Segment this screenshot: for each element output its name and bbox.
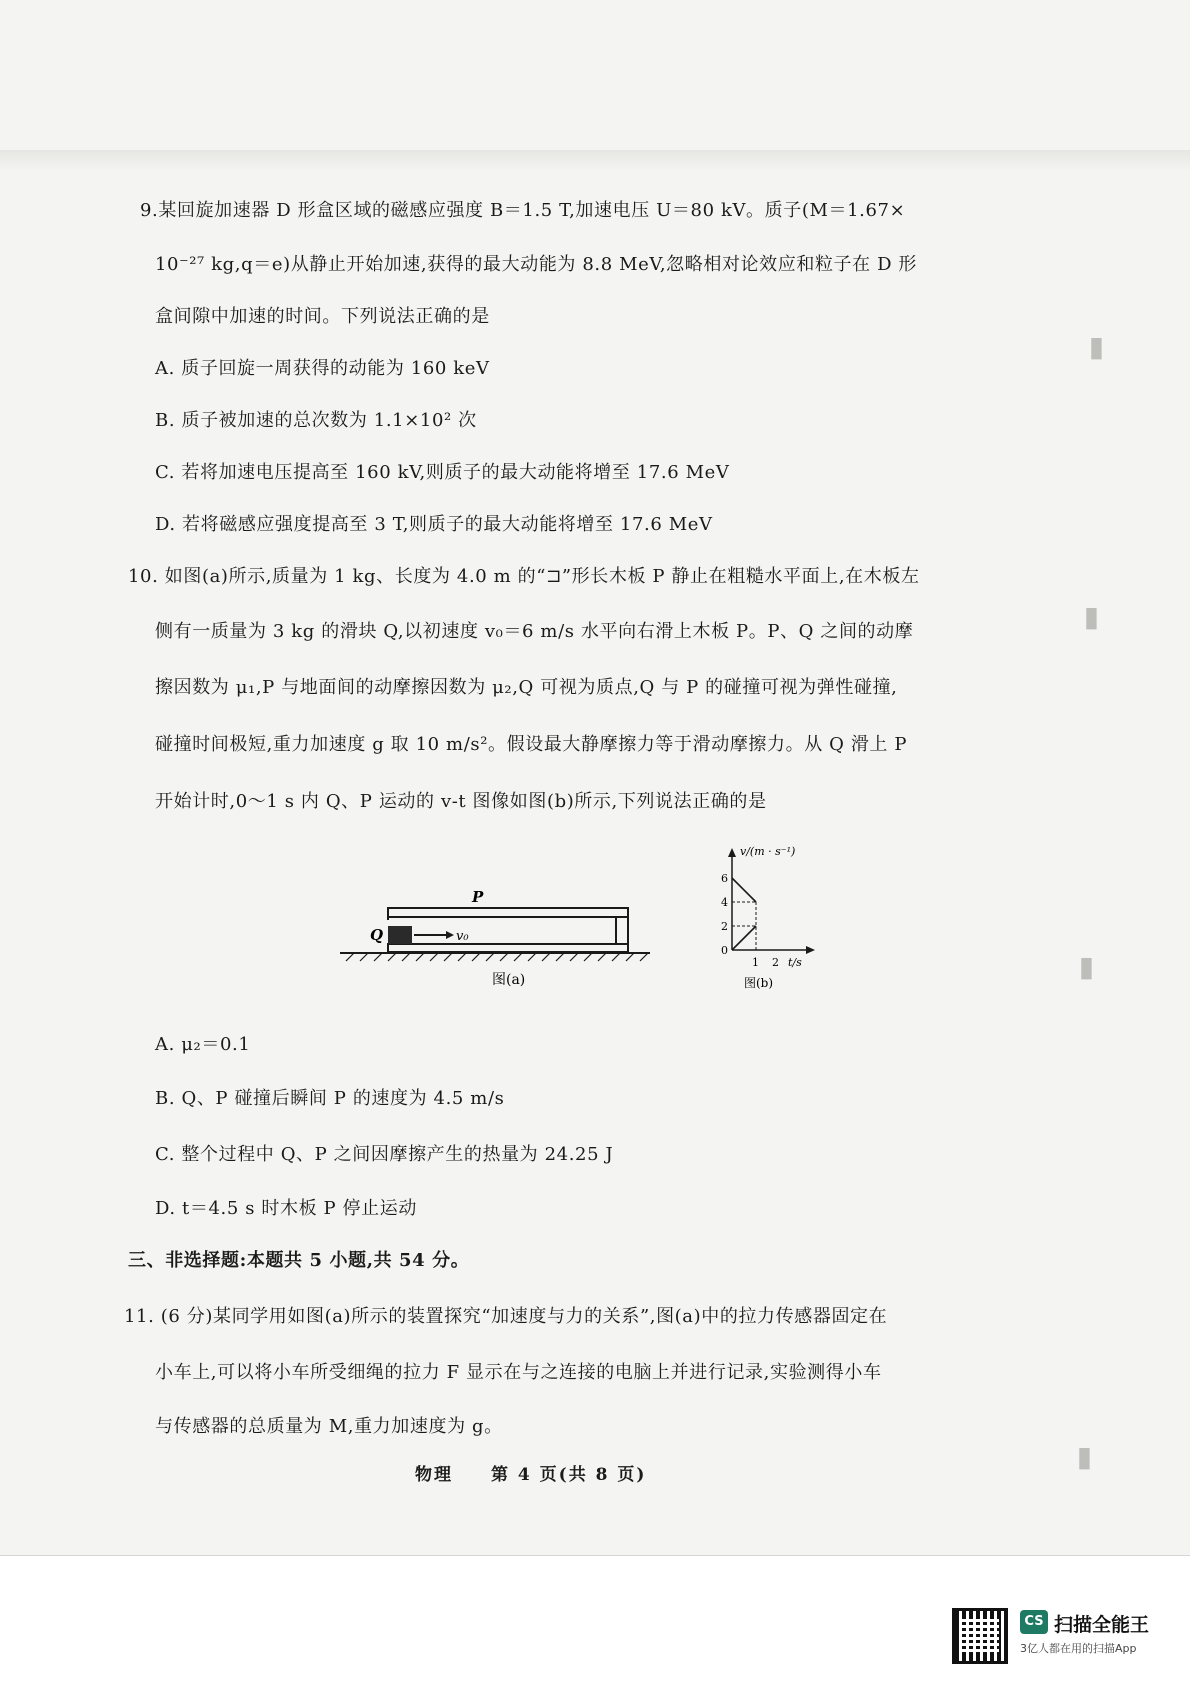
y-tick-6: 6 [721,872,728,885]
bleed-mark: ▮ [1080,330,1113,363]
q9-line-2: 10⁻²⁷ kg,q＝e)从静止开始加速,获得的最大动能为 8.8 MeV,忽略相对论效应和粒子在 D 形 [155,254,918,275]
scanner-app-tagline: 3亿人都在用的扫描App [1020,1642,1137,1655]
scanner-app-name: 扫描全能王 [1054,1614,1150,1636]
page-footer: 物理 第 4 页(共 8 页) [415,1465,647,1485]
y-tick-2: 2 [721,920,728,933]
scanner-watermark-area [0,1556,1190,1684]
figure-b [708,845,828,995]
x-tick-1: 1 [752,956,759,969]
block-q [388,926,412,944]
scan-shadow [0,150,1190,172]
q9-line-1: 9.某回旋加速器 D 形盒区域的磁感应强度 B＝1.5 T,加速电压 U＝80 kV。质子(M＝1.67× [140,200,906,221]
label-q: Q [370,926,384,944]
label-v0: v₀ [456,929,469,944]
bleed-mark: ▮ [1075,600,1108,633]
q9-option-a: A. 质子回旋一周获得的动能为 160 keV [155,358,490,379]
label-p: P [472,888,484,906]
q10-line-2: 侧有一质量为 3 kg 的滑块 Q,以初速度 v₀＝6 m/s 水平向右滑上木板 P。P、Q 之间的动摩 [155,621,914,642]
caption-figure-b: 图(b) [744,976,774,990]
q9-line-3: 盒间隙中加速的时间。下列说法正确的是 [155,306,490,327]
series-p-line [732,926,756,950]
y-axis-label: v/(m · s⁻¹) [740,845,796,858]
ground-hatching [346,953,648,961]
q9-option-d: D. 若将磁感应强度提高至 3 T,则质子的最大动能将增至 17.6 MeV [155,514,713,535]
board-right-wall [616,917,628,944]
q10-option-b: B. Q、P 碰撞后瞬间 P 的速度为 4.5 m/s [155,1088,505,1109]
q9-option-b: B. 质子被加速的总次数为 1.1×10² 次 [155,410,477,431]
y-tick-4: 4 [721,896,728,909]
figure-a [340,880,660,1000]
q10-option-c: C. 整个过程中 Q、P 之间因摩擦产生的热量为 24.25 J [155,1144,614,1165]
q10-line-3: 擦因数为 μ₁,P 与地面间的动摩擦因数为 μ₂,Q 可视为质点,Q 与 P 的碰撞可视为弹性碰撞, [155,677,898,698]
q11-line-1: 11. (6 分)某同学用如图(a)所示的装置探究“加速度与力的关系”,图(a)中的拉力传感器固定在 [124,1306,888,1327]
board-bottom-plate [388,944,628,952]
q10-line-5: 开始计时,0～1 s 内 Q、P 运动的 v-t 图像如图(b)所示,下列说法正确的是 [155,791,767,812]
bleed-mark: ▮ [1068,1440,1101,1473]
board-top-plate [388,908,628,917]
section3-heading: 三、非选择题:本题共 5 小题,共 54 分。 [128,1250,470,1271]
x-tick-2: 2 [772,956,779,969]
camscanner-logo: CS [1020,1610,1048,1634]
series-q-line [732,878,756,902]
q11-line-2: 小车上,可以将小车所受细绳的拉力 F 显示在与之连接的电脑上并进行记录,实验测得小车 [155,1362,882,1383]
q11-line-3: 与传感器的总质量为 M,重力加速度为 g。 [155,1416,503,1437]
x-axis-label: t/s [788,956,802,969]
q10-option-d: D. t＝4.5 s 时木板 P 停止运动 [155,1198,417,1219]
bleed-mark: ▮ [1070,950,1103,983]
q10-line-1: 10. 如图(a)所示,质量为 1 kg、长度为 4.0 m 的“⊐”形长木板 P 静止在粗糙水平面上,在木板左 [128,566,920,587]
qr-code-icon [952,1608,1008,1664]
q9-option-c: C. 若将加速电压提高至 160 kV,则质子的最大动能将增至 17.6 MeV [155,462,730,483]
q10-line-4: 碰撞时间极短,重力加速度 g 取 10 m/s²。假设最大静摩擦力等于滑动摩擦力。从 Q 滑上 P [155,734,908,755]
caption-figure-a: 图(a) [492,972,526,988]
q10-option-a: A. μ₂＝0.1 [155,1034,251,1055]
y-tick-0: 0 [721,944,728,957]
